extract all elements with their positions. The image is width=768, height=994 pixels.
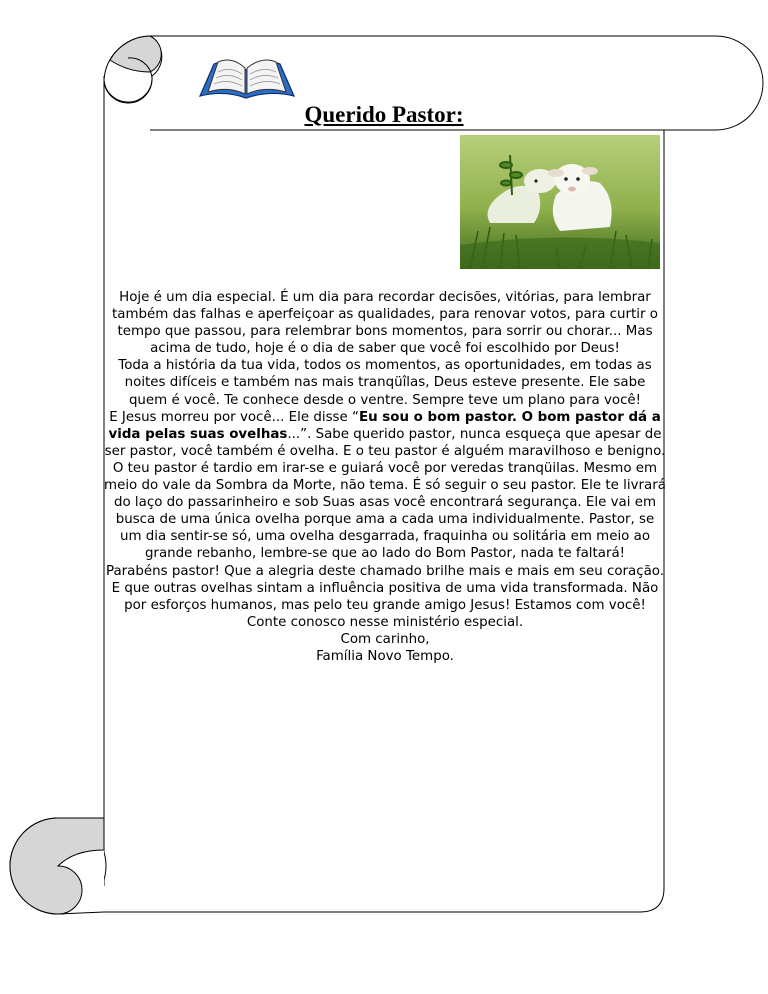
paragraph-2: Toda a história da tua vida, todos os momentos, as oportunidades, em todas as noites difíceis e também nas mais tranqüîlas, Deus esteve presente. Ele sabe quem é você. Te conhece desde o ventre. Sempre teve um plano para você!	[118, 358, 652, 408]
letter-body	[104, 289, 666, 665]
paragraph-3-intro: E Jesus morreu por você... Ele disse “	[109, 409, 359, 425]
closing-line: Com carinho,	[340, 631, 430, 647]
paragraph-3	[104, 409, 666, 563]
paragraph-1: Hoje é um dia especial. É um dia para recordar decisões, vitórias, para lembrar também das falhas e aperfeiçoar as qualidades, para renovar votos, para curtir o tempo que passou, para relembrar bons momentos, para sorrir ou chorar... Mas acima de tudo, hoje é o dia de saber que você foi escolhido por Deus!	[112, 290, 658, 357]
page-title: Querido Pastor:	[304, 102, 464, 127]
signature: Família Novo Tempo.	[316, 648, 454, 664]
paragraph-3-body: ...”. Sabe querido pastor, nunca esqueça que apesar de ser pastor, você também é ovelha. E o teu pastor é alguém maravilhoso e benigno. O teu pastor é tardio em irar-se e guiará você por veredas tranqüilas. Mesmo em meio do vale da Sombra da Morte, não tema. É só seguir o seu pastor. Ele te livrará do laço do passarinheiro e sob Suas asas você encontrará segurança. Ele vai em busca de uma única ovelha porque ama a cada uma individualmente. Pastor, se um dia sentir-se só, uma ovelha desgarrada, fraquinha ou solitária em meio ao grande rebanho, lembre-se que ao lado do Bom Pastor, nada te faltará!	[104, 426, 666, 562]
paragraph-4: Parabéns pastor! Que a alegria deste chamado brilhe mais e mais em seu coração. E que outras ovelhas sintam a influência positiva de uma vida transformada. Não por esforços humanos, mas pelo teu grande amigo Jesus! Estamos com você! Conte conosco nesse ministério especial.	[105, 563, 665, 630]
lambs-photo	[460, 135, 660, 269]
bible-quote: Eu sou o bom pastor. O bom pastor dá a vida pelas suas ovelhas	[108, 409, 661, 442]
open-book-icon	[194, 54, 298, 100]
